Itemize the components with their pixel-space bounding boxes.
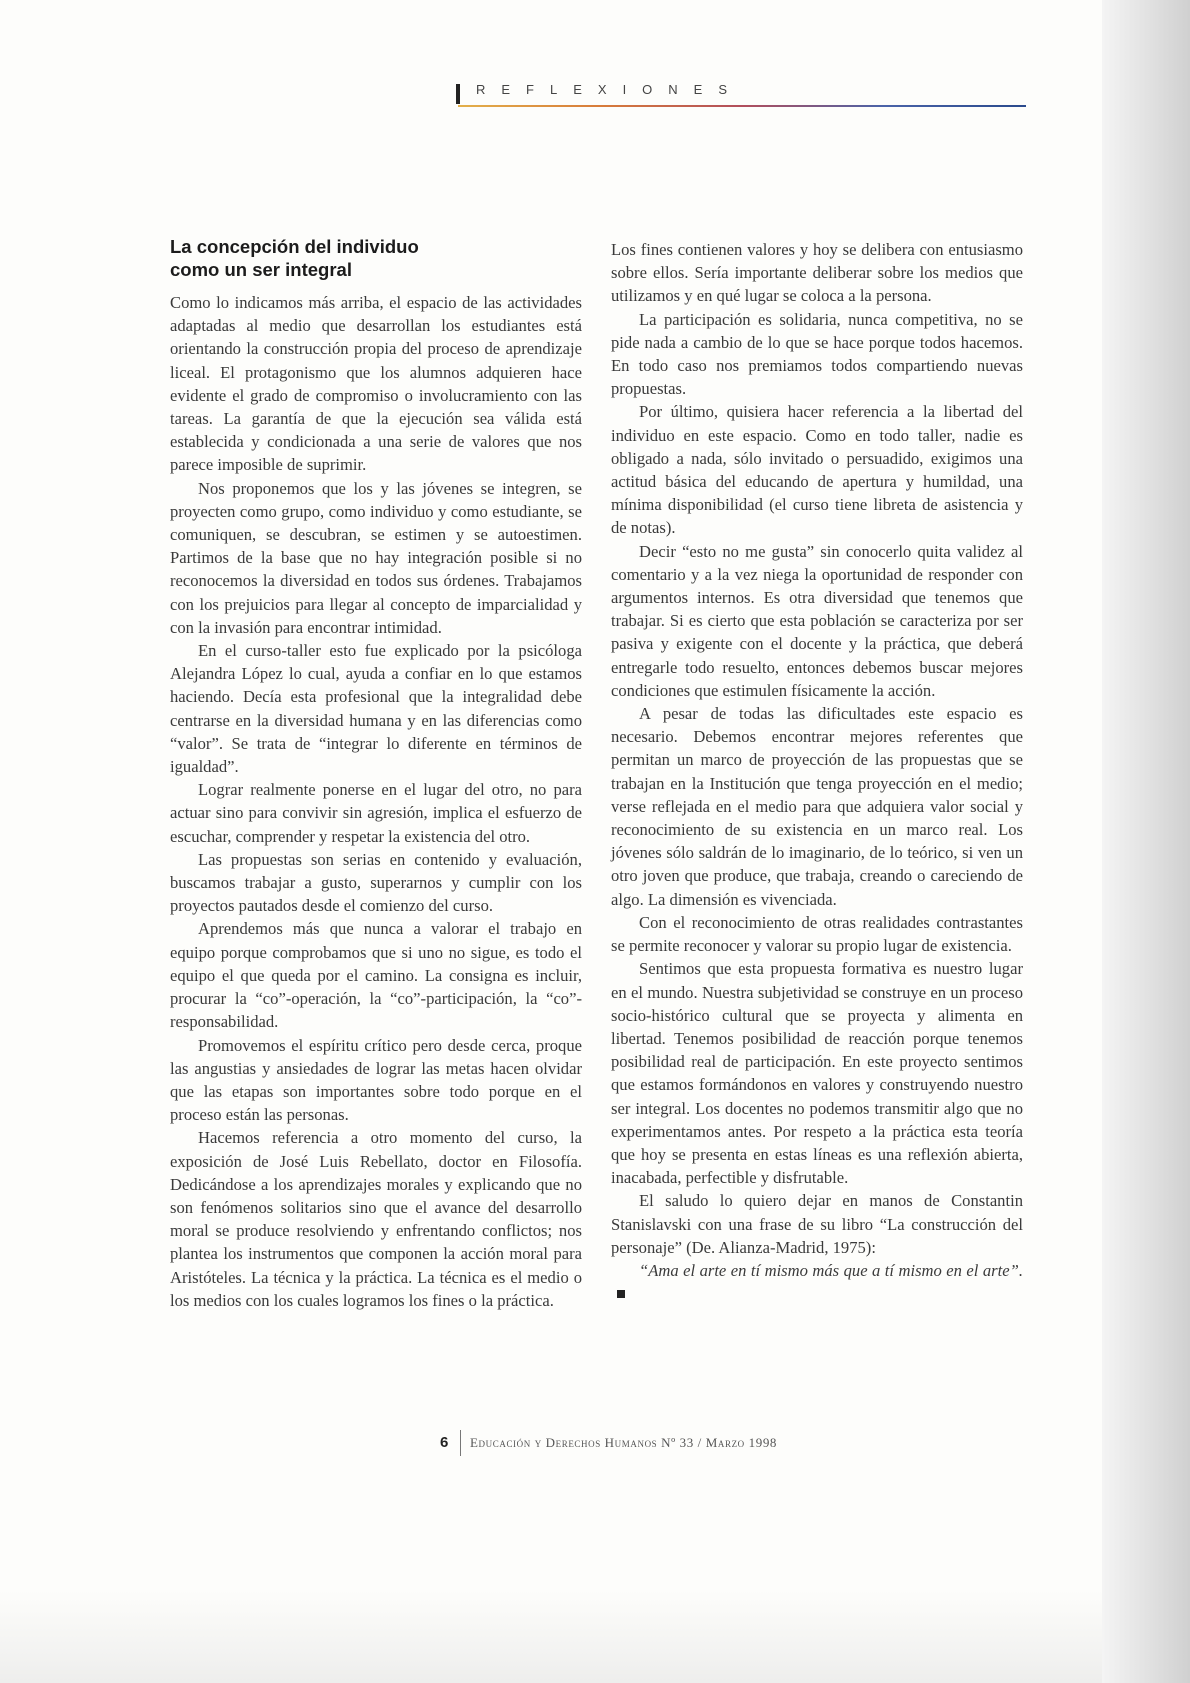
paragraph: En el curso-taller esto fue explicado por la psicóloga Alejandra López lo cual, ayuda a confiar en lo que estamos haciendo. Decía esta profesional que la integralidad debe centrarse en la diversidad humana y en las diferencias como “valor”. Se trata de “integrar lo diferente en términos de igualdad”. (170, 641, 582, 777)
header-marker-bar (456, 84, 460, 104)
left-column (170, 236, 582, 1312)
article-title-line1: La concepción del individuo (170, 236, 419, 257)
paragraph: Por último, quisiera hacer referencia a la libertad del individuo en este espacio. Como en todo taller, nadie es obligado a nada, sólo invitado o persuadido, exigimos una actitud básica del educando de apertura y humildad, una mínima disponibilidad (el curso tiene libreta de asistencia y de notas). (611, 402, 1023, 538)
paragraph: Los fines contienen valores y hoy se delibera con entusiasmo sobre ellos. Sería importante deliberar sobre los medios que utilizamos y en qué lugar se coloca a la persona. (611, 240, 1023, 306)
paragraph: Lograr realmente ponerse en el lugar del otro, no para actuar sino para convivir sin agresión, implica el esfuerzo de escuchar, comprender y respetar la existencia del otro. (170, 780, 582, 846)
paragraph: Con el reconocimiento de otras realidades contrastantes se permite reconocer y valorar su propio lugar de existencia. (611, 912, 1023, 956)
publication-info: Educación y Derechos Humanos Nº 33 / Marzo 1998 (470, 1435, 778, 1450)
paragraph: Sentimos que esta propuesta formativa es nuestro lugar en el mundo. Nuestra subjetividad se construye en un proceso socio-histórico cultural que se proyecta y alimenta en libertad. Tenemos posibilidad de reacción porque tenemos posibilidad real de participación. En este proyecto sentimos que estamos formándonos en valores y construyendo nuestro ser integral. Los docentes no podemos transmitir algo que no experimentamos antes. Por respeto a la práctica esta teoría que hoy se presenta en estas líneas es una reflexión abierta, inacabada, perfectible y disfrutable. (611, 959, 1023, 1188)
page-footer (440, 1430, 960, 1456)
closing-quote: “Ama el arte en tí mismo más que a tí mismo en el arte”. (639, 1260, 1023, 1280)
header-gradient-rule (458, 105, 1026, 107)
section-header (456, 78, 1026, 108)
page-number: 6 (440, 1434, 449, 1451)
section-label: REFLEXIONES (476, 82, 744, 97)
article-title (170, 236, 582, 281)
right-column (611, 238, 1023, 1305)
paragraph: Hacemos referencia a otro momento del curso, la exposición de José Luis Rebellato, doctor en Filosofía. Dedicándose a los aprendizajes morales y explicando que no son fenómenos solitarios sino que el avance del desarrollo moral se produce resolviendo y enfrentando conflictos; nos plantea los instrumentos que componen la acción moral para Aristóteles. La técnica y la práctica. La técnica es el medio o los medios con los cuales logramos los fines o la práctica. (170, 1128, 582, 1310)
closing-quote-paragraph (611, 1259, 1023, 1305)
paragraph: Decir “esto no me gusta” sin conocerlo quita validez al comentario y a la vez niega la oportunidad de responder con argumentos internos. Es otra diversidad que tenemos que trabajar. Si es cierto que esta población se caracteriza por ser pasiva y exigente con el docente y la práctica, que deberá entregarle todo resuelto, entonces debemos buscar mejores condiciones que estimulen físicamente la acción. (611, 541, 1023, 700)
paragraph: La participación es solidaria, nunca competitiva, no se pide nada a cambio de lo que se hace porque todos hacemos. En todo caso nos premiamos todos compartiendo nuevas propuestas. (611, 309, 1023, 399)
end-of-article-square-icon (617, 1290, 625, 1298)
paragraph: Nos proponemos que los y las jóvenes se integren, se proyecten como grupo, como individuo y como estudiante, se comuniquen, se descubran, se estimen y se autoestimen. Partimos de la base que no hay integración posible si no reconocemos la diversidad en todos sus órdenes. Trabajamos con los prejuicios para llegar al concepto de imparcialidad y con la invasión para encontrar intimidad. (170, 478, 582, 637)
article-title-line2: como un ser integral (170, 258, 352, 280)
footer-divider (460, 1430, 461, 1456)
scan-shadow (0, 1590, 1102, 1683)
scan-background-edge (1102, 0, 1190, 1683)
paragraph: El saludo lo quiero dejar en manos de Constantin Stanislavski con una frase de su libro “La construcción del personaje” (De. Alianza-Madrid, 1975): (611, 1191, 1023, 1257)
paragraph: Aprendemos más que nunca a valorar el trabajo en equipo porque comprobamos que si uno no sigue, es todo el equipo el que queda por el camino. La consigna es incluir, procurar la “co”-operación, la “co”-participación, la “co”-responsabilidad. (170, 919, 582, 1032)
paragraph: Promovemos el espíritu crítico pero desde cerca, proque las angustias y ansiedades de lograr las metas hacen olvidar que las etapas son importantes sobre todo porque en el proceso están las personas. (170, 1035, 582, 1125)
paragraph: Las propuestas son serias en contenido y evaluación, buscamos trabajar a gusto, superarnos y cumplir con los proyectos pautados desde el comienzo del curso. (170, 849, 582, 916)
paragraph: Como lo indicamos más arriba, el espacio de las actividades adaptadas al medio que desarrollan los estudiantes está orientando la construcción propia del proceso de aprendizaje liceal. El protagonismo que los alumnos adquieren hace evidente el grado de compromiso o involucramiento con las tareas. La garantía de que la ejecución sea válida está establecida y condicionada a una serie de valores que nos parece imposible de suprimir. (170, 293, 582, 475)
paragraph: A pesar de todas las dificultades este espacio es necesario. Debemos encontrar mejores referentes que permitan un marco de proyección de las propuestas que se trabajan en la Institución que tenga proyección en el medio; verse reflejada en el medio para que adquiera valor social y reconocimiento de su existencia en un marco real. Los jóvenes sólo saldrán de lo imaginario, de lo teórico, si ven un otro joven que produce, que trabaja, creando o careciendo de algo. La dimensión es vivenciada. (611, 704, 1023, 909)
